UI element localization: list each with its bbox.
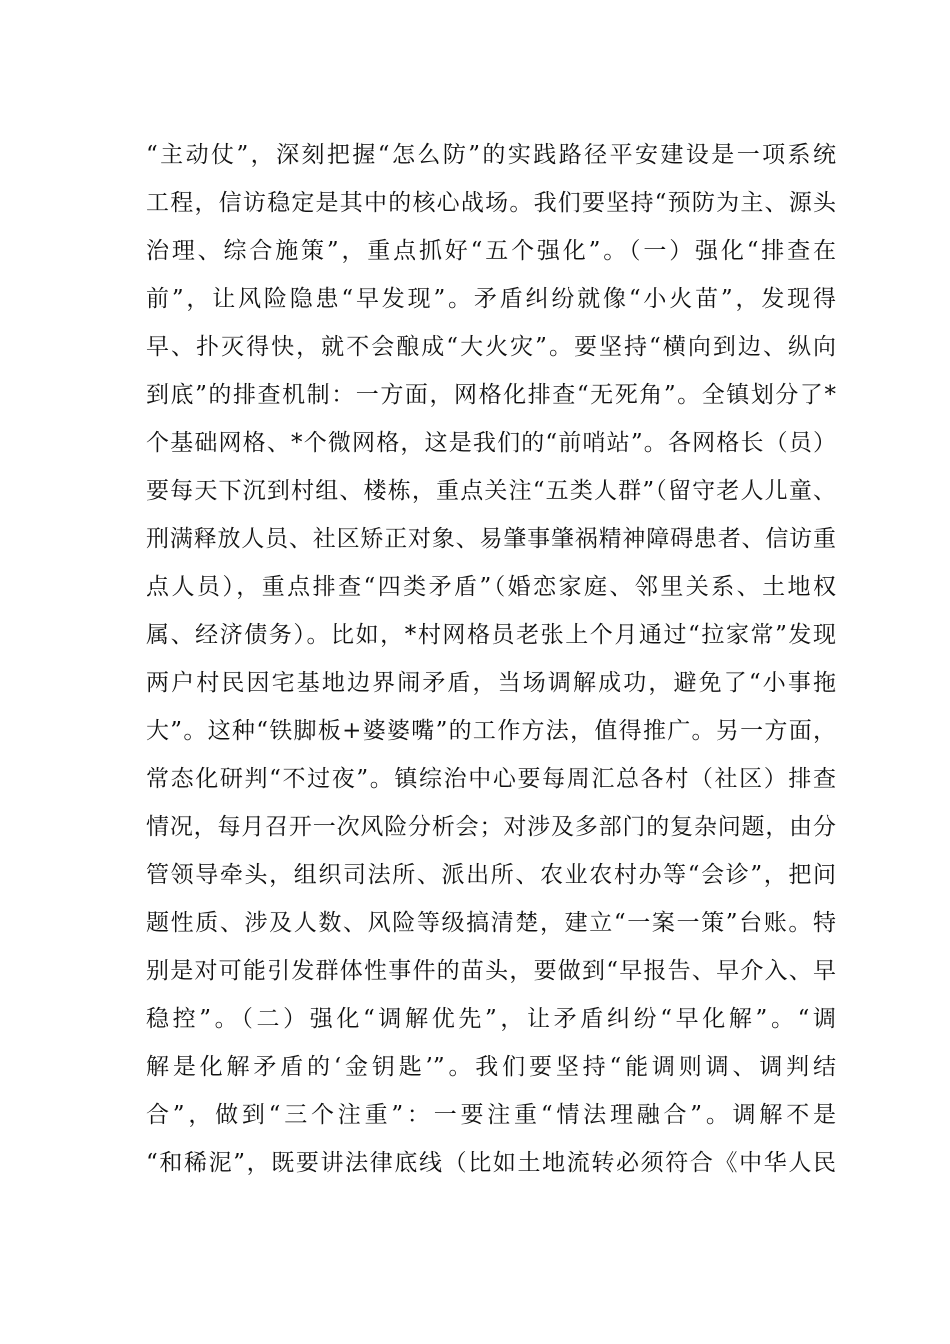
text-line: 合”，做到“三个注重”：一要注重“情法理融合”。调解不是 — [146, 1102, 836, 1128]
text-line: 工程，信访稳定是其中的核心战场。我们要坚持“预防为主、源头 — [146, 190, 836, 216]
text-line: 到底”的排查机制：一方面，网格化排查“无死角”。全镇划分了* — [146, 382, 836, 408]
text-line: “主动仗”，深刻把握“怎么防”的实践路径平安建设是一项系统 — [146, 142, 836, 168]
text-line: 治理、综合施策”，重点抓好“五个强化”。（一）强化“排查在 — [146, 238, 836, 264]
text-line: 两户村民因宅基地边界闹矛盾，当场调解成功，避免了“小事拖 — [146, 670, 836, 696]
text-line: 管领导牵头，组织司法所、派出所、农业农村办等“会诊”，把问 — [146, 862, 836, 888]
text-line: 前”，让风险隐患“早发现”。矛盾纠纷就像“小火苗”，发现得 — [146, 286, 836, 312]
text-line: 解是化解矛盾的‘金钥匙’”。我们要坚持“能调则调、调判结 — [146, 1054, 836, 1080]
text-line: 题性质、涉及人数、风险等级搞清楚，建立“一案一策”台账。特 — [146, 910, 836, 936]
text-line: 个基础网格、*个微网格，这是我们的“前哨站”。各网格长（员） — [146, 430, 836, 456]
text-line: 要每天下沉到村组、楼栋，重点关注“五类人群”（留守老人儿童、 — [146, 478, 836, 504]
text-line: 情况，每月召开一次风险分析会；对涉及多部门的复杂问题，由分 — [146, 814, 836, 840]
text-line: 别是对可能引发群体性事件的苗头，要做到“早报告、早介入、早 — [146, 958, 836, 984]
text-line: 稳控”。（二）强化“调解优先”，让矛盾纠纷“早化解”。“调 — [146, 1006, 836, 1032]
text-line: 点人员），重点排查“四类矛盾”（婚恋家庭、邻里关系、土地权 — [146, 574, 836, 600]
text-line: 刑满释放人员、社区矫正对象、易肇事肇祸精神障碍患者、信访重 — [146, 526, 836, 552]
text-line: 属、经济债务）。比如，*村网格员老张上个月通过“拉家常”发现 — [146, 622, 836, 648]
text-line: 大”。这种“铁脚板+婆婆嘴”的工作方法，值得推广。另一方面， — [146, 718, 836, 744]
text-line: “和稀泥”，既要讲法律底线（比如土地流转必须符合《中华人民 — [146, 1150, 836, 1176]
text-line: 早、扑灭得快，就不会酿成“大火灾”。要坚持“横向到边、纵向 — [146, 334, 836, 360]
text-line: 常态化研判“不过夜”。镇综治中心要每周汇总各村（社区）排查 — [146, 766, 836, 792]
